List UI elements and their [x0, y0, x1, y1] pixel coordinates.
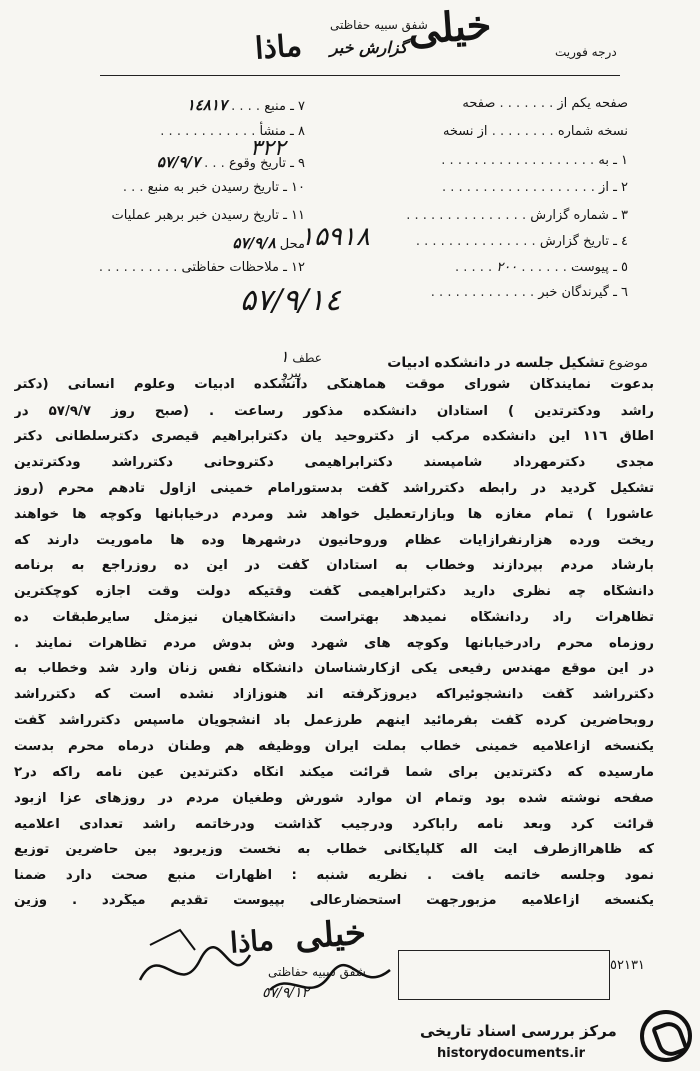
body-line: روبحاضرین کرده گفت بفرمائید اینهم طرزعمل باد انشجویان ماسپس دکترراشد گفت: [14, 714, 654, 728]
location-handwritten-number: ۱۵۹۱۸: [300, 222, 370, 252]
body-line: مجدی دکترمهرداد شامپسند دکترابراهیمی دکتروحانی دکترراشد ودکترتدین: [14, 456, 654, 470]
body-line: مارسیده که دکترتدین برای شما قرائت میکند آنگاه دکترتدین عین نامه راکه در۲: [14, 766, 654, 780]
header-stamp-mark: ماذا: [253, 28, 304, 67]
body-line: یکنسخه ازاعلامیه مزبورجهت استحضارعالی بپیوست تقدیم میگردد . وزین: [14, 894, 654, 908]
header-classification-stamp: خیلی: [406, 1, 493, 54]
reference-atf: عطف ۱: [280, 347, 322, 366]
body-line: روزماه محرم رادرخیابانها وکوچه های شهرد وش بدوش مردم تظاهرات نمایند .: [14, 637, 654, 651]
body-line: در این موقع مهندس رفیعی یکی ازکارشناسان دانشگاه نفس زنان وارد شد وخطاب به: [14, 662, 654, 676]
body-line: دانشگاه چه نظری دارید دکترابراهیمی گفت وقتیکه دولت وقت اجازه کوچکترین: [14, 585, 654, 599]
body-line: راشد ودکترتدین ) استادان دانشکده مذکور رساعت . (صبح روز ۵۷/۹/۷ در: [14, 405, 654, 419]
body-line: یکنسخه ازاعلامیه خمینی خطاب بملت ایران ووظیفه هم وطنان درماه محرم بدست: [14, 740, 654, 754]
field-origin: ۸ ـ منشأ . . . . . . . . . . . .: [160, 124, 305, 139]
watermark-logo-icon: [640, 1010, 692, 1062]
field-ops-receipt-date: ۱۱ ـ تاریخ رسیدن خبر برهبر عملیات: [111, 208, 305, 223]
body-line: بدعوت نمایندگان شورای موقت هماهنگی دانشکده ادبیات وعلوم انسانی (دکتر: [14, 378, 654, 392]
footer-stamp-mark: ماذا: [228, 923, 275, 960]
subject-line: [387, 355, 648, 371]
body-line: عاشورا ) تمام مغازه ها وبازارتعطیل خواهد شد ومردم درخیابانها وکوچه ها خواهند: [14, 508, 654, 522]
subject-label: موضوع: [608, 356, 648, 371]
field-to: ۱ ـ به . . . . . . . . . . . . . . . . . . .: [441, 153, 628, 168]
body-line: دکترراشد گفت دانشجوئیراکه دیروزگرفته اند هنوزآزاد نشده است که دکترراشد: [14, 688, 654, 702]
footer-file-number: ٥۲۱۳۱: [610, 958, 645, 973]
signature-date: ٥۷/۹/۱۲: [262, 985, 310, 1001]
footer-classification-stamp: خیلی: [293, 912, 368, 958]
field-attachment: ٥ ـ پیوست . . . . . . ۲۰۰ . . . . .: [454, 260, 628, 275]
footer-number-box: [398, 950, 610, 1000]
subject-text: تشکیل جلسه در دانشکده ادبیات: [387, 355, 605, 371]
field-from: ۲ ـ از . . . . . . . . . . . . . . . . . . .: [442, 180, 628, 195]
header-stamp-caption: شفق سبیه حفاظتی: [330, 18, 428, 32]
field-location: محل ۵۷/۹/۸: [232, 234, 305, 252]
body-line: ریخت ورده هزارنفرازآیات عظام وروحانیون درشهرها وده ها مأموریت دارند که: [14, 534, 654, 548]
body-line: نمود وجلسه خاتمه یافت . نظریه شنبه : اظهارات منبع صحت دارد ضمناً: [14, 869, 654, 883]
field-source-receipt-date: ۱۰ ـ تاریخ رسیدن خبر به منبع . . .: [122, 180, 305, 195]
handwritten-date: ۵۷/۹/۱٤: [240, 283, 341, 318]
field-copy-number: نسخه شماره . . . . . . . . از نسخه: [442, 124, 628, 139]
field-page-of: صفحه یکم از . . . . . . . صفحه: [462, 96, 628, 111]
field-source: ۷ ـ منبع . . . . ۱٤۸۱۷: [186, 96, 305, 114]
field-security-notes: ۱۲ ـ ملاحظات حفاظتی . . . . . . . . . .: [98, 260, 305, 275]
priority-label: درجه فوریت: [555, 45, 617, 59]
body-line: اطاق ۱۱٦ این دانشکده مرکب از دکتروحید یان دکترابراهیم قیصری دکترسلطانی دکتر: [14, 430, 654, 444]
header-divider: [100, 75, 620, 76]
body-line: تشکیل گردید در رابطه دکترراشد گفت بدستورامام خمینی ازاول تادهم محرم (روز: [14, 482, 654, 496]
watermark-site: historydocuments.ir: [437, 1046, 586, 1061]
field-report-date: ٤ ـ تاریخ گزارش . . . . . . . . . . . . . . .: [415, 234, 628, 249]
watermark-center-name: مرکز بررسی اسناد تاریخی: [420, 1022, 617, 1040]
reference-pairo: پیرو: [282, 366, 302, 380]
body-line: قرائت کرد وبعد نامه راباکرد ودرجیب گذاشت ودرخاتمه راشد تعدادی اعلامیه: [14, 818, 654, 832]
report-title: گزارش خبر: [330, 38, 408, 57]
body-line: بارشاد مردم بپردازند وخطاب به استادان گفت در این ده روزراجع به برنامه: [14, 559, 654, 573]
origin-handwritten-number: ۳۲۲: [250, 136, 286, 161]
body-line: صفحه نوشته شده بود وتمام آن موارد شورش وطغیان مردم در روزهای عزا ازبود: [14, 792, 654, 806]
footer-stamp-caption: شفق سبیه حفاظتی: [268, 965, 366, 979]
field-recipients: ٦ ـ گیرندگان خبر . . . . . . . . . . . . .: [430, 285, 628, 300]
body-line: که ظاهراازطرف آیت اله گلپایگانی خطاب به نخست وزیربود بین حاضرین توزیع: [14, 843, 654, 857]
field-occurrence-date: ۹ ـ تاریخ وقوع . . . ۵۷/۹/۷: [156, 153, 305, 171]
field-report-number: ۳ ـ شماره گزارش . . . . . . . . . . . . . . .: [406, 208, 628, 223]
body-line: تظاهرات راد ردانشگاه نمیدهد بهتراست دانشگاهیان نیزمثل سایرطبقات ده: [14, 611, 654, 625]
